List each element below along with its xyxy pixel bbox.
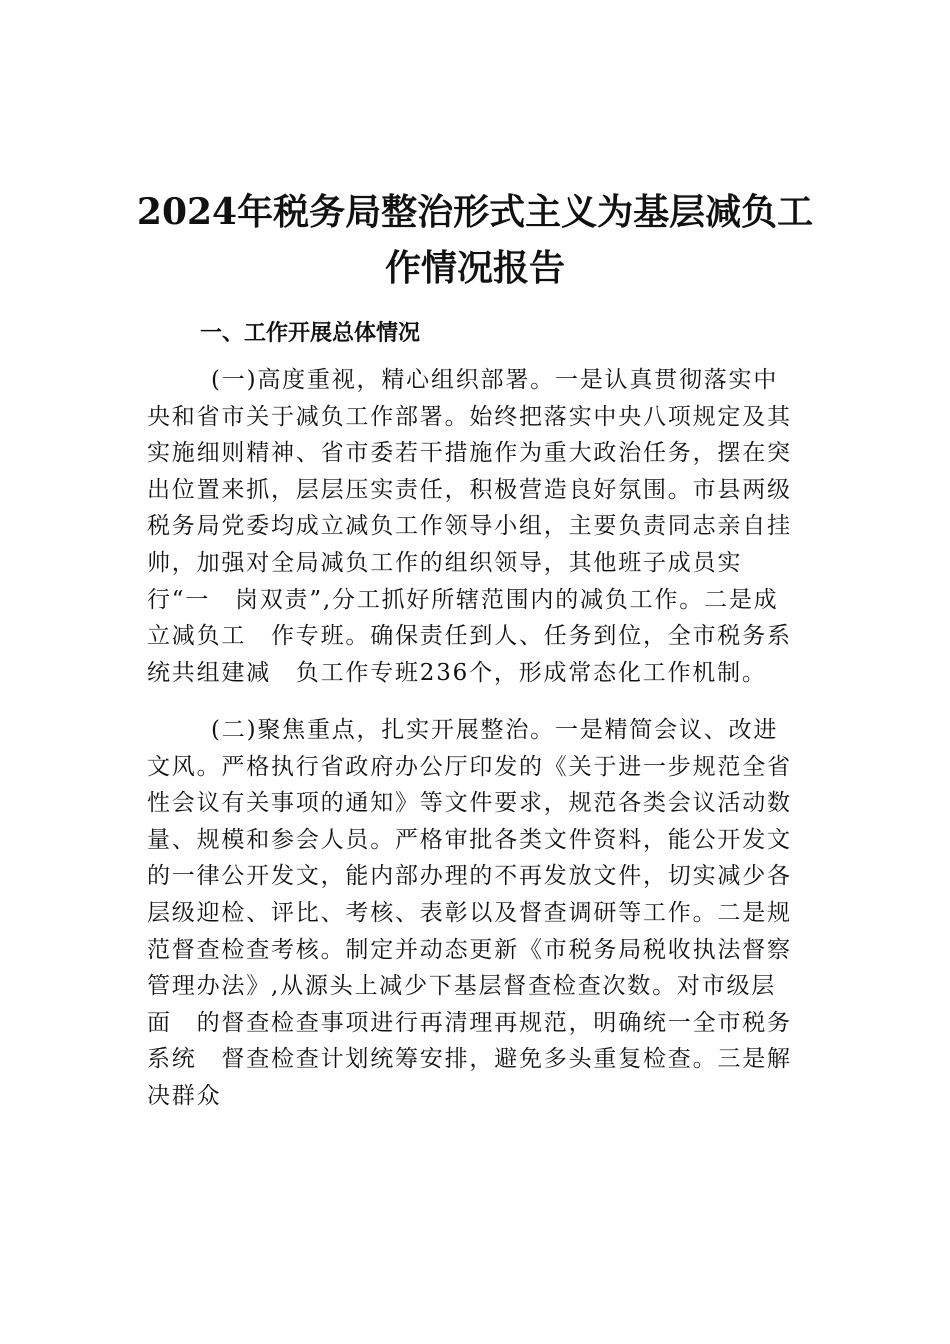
paragraph-line: 行“一 岗双责”,分工抓好所辖范围内的减负工作。二是成 [147,586,779,613]
paragraph-line: 税务局党委均成立减负工作领导小组，主要负责同志亲自挂 [147,513,792,540]
paragraph-line: 的一律公开发文，能内部办理的不再发放文件，切实减少各 [147,863,792,890]
paragraph-line: 面 的督查检查事项进行再清理再规范，明确统一全市税务 [147,1009,792,1036]
paragraph-line: 文风。严格执行省政府办公厅印发的《关于进一步规范全省 [147,753,792,780]
paragraph-line: 管理办法》,从源头上减少下基层督查检查次数。对市级层 [147,973,777,1000]
paragraph-line: 出位置来抓，层层压实责任，积极营造良好氛围。市县两级 [147,476,792,503]
paragraph-line: 决群众 [147,1082,222,1109]
paragraph-line: 系统 督查检查计划统筹安排，避免多头重复检查。三是解 [147,1046,792,1073]
paragraph-1 [147,362,817,691]
section-heading: 一、工作开展总体情况 [200,321,421,346]
title-line-1: 2024年税务局整治形式主义为基层减负工 [136,191,814,234]
title-line-2: 作情况报告 [384,247,565,290]
paragraph-line: 统共组建减 负工作专班236个，形成常态化工作机制。 [147,659,767,686]
paragraph-line: (二)聚焦重点，扎实开展整治。一是精简会议、改进 [211,717,779,743]
paragraph-line: (一)高度重视，精心组织部署。一是认真贯彻落实中 [211,367,779,393]
paragraph-line: 央和省市关于减负工作部署。始终把落实中央八项规定及其 [147,403,792,430]
paragraph-line: 范督查检查考核。制定并动态更新《市税务局税收执法督察 [147,936,792,963]
paragraph-line: 性会议有关事项的通知》等文件要求，规范各类会议活动数 [147,790,792,817]
document-title [130,184,820,296]
paragraph-line: 立减负工 作专班。确保责任到人、任务到位，全市税务系 [147,623,792,650]
paragraph-line: 层级迎检、评比、考核、表彰以及督查调研等工作。二是规 [147,899,792,926]
paragraph-line: 量、规模和参会人员。严格审批各类文件资料，能公开发文 [147,826,792,853]
paragraph-line: 帅，加强对全局减负工作的组织领导，其他班子成员实 [147,549,743,576]
paragraph-2 [147,712,817,1115]
paragraph-line: 实施细则精神、省市委若干措施作为重大政治任务，摆在突 [147,440,792,467]
